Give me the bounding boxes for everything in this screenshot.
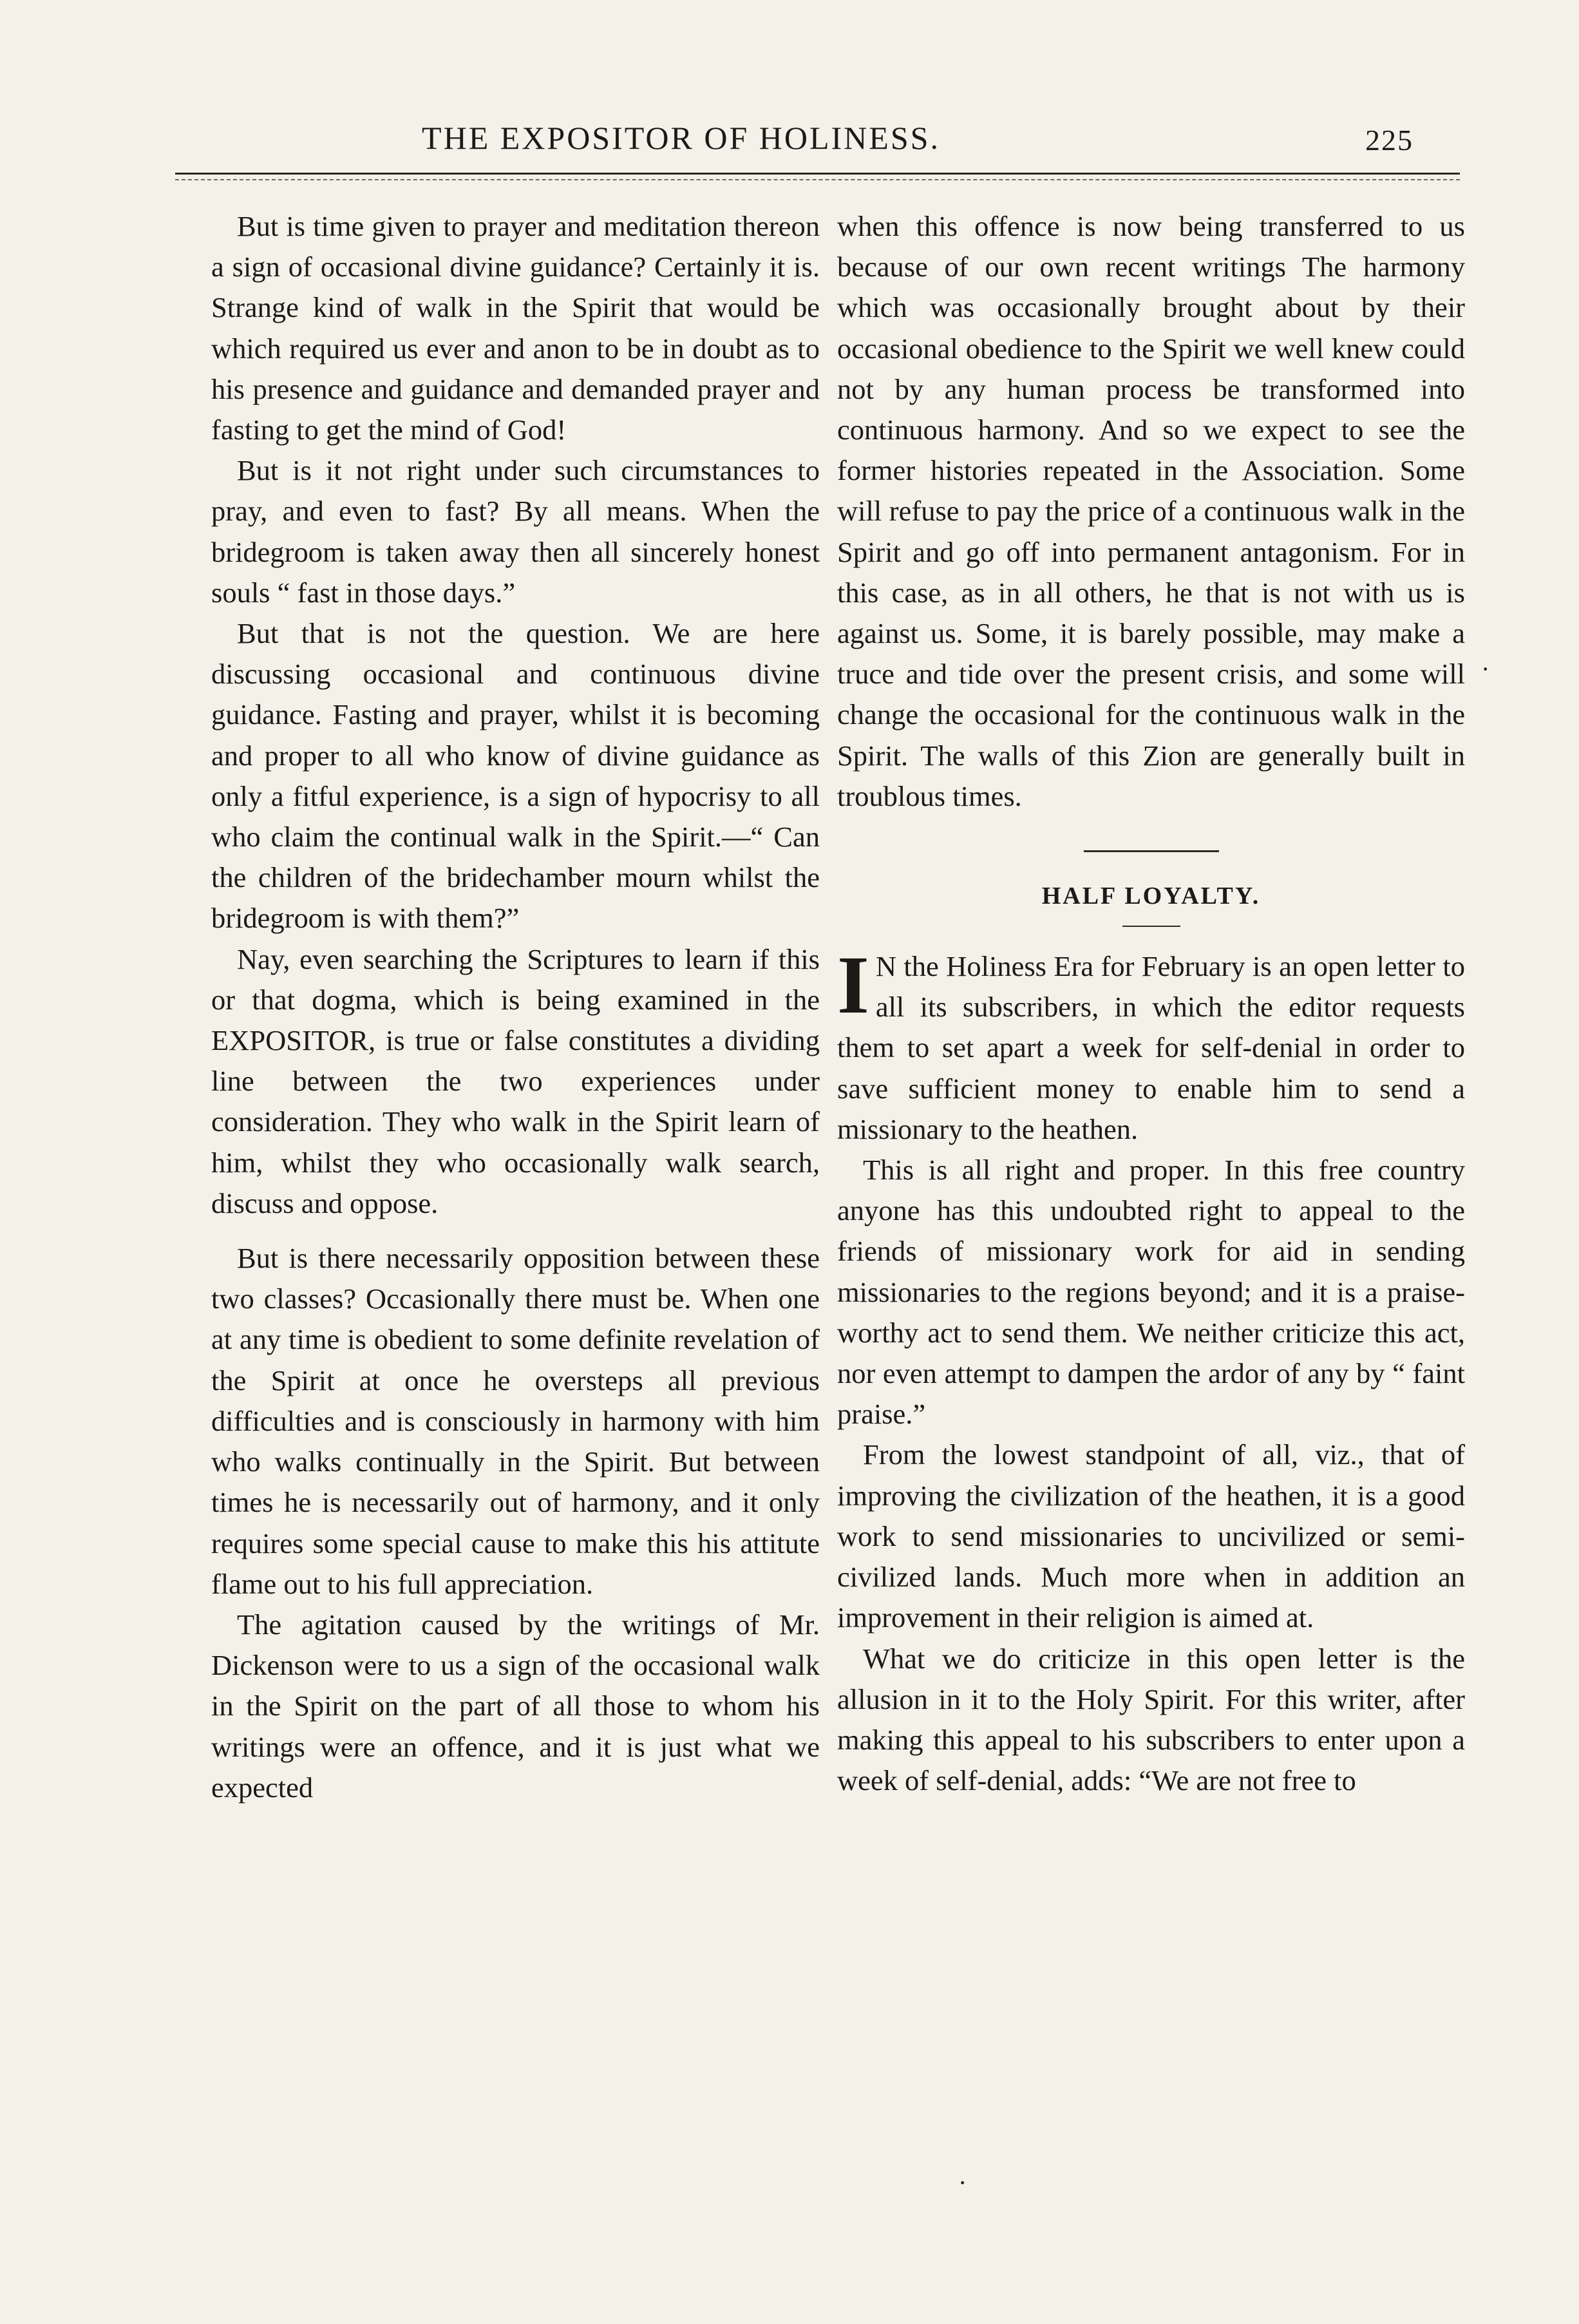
left-column — [211, 206, 820, 1808]
paragraph: But is it not right under such circumstances to pray, and even to fast? By all means. When the bridegroom is taken away then all sincerely honest souls “ fast in those days.” — [211, 454, 820, 609]
opening-text: N the Holiness Era for February is an open letter to all its subscribers, in which the editor requests them to set apart a week for self-denial in order to save sufficient money to enable him to send a missionary to the heathen. — [837, 950, 1465, 1145]
drop-cap: I — [837, 939, 869, 1031]
header-rule — [175, 173, 1460, 175]
paragraph: What we do criticize in this open letter is the allusion in it to the Holy Spirit. For this writer, after making this appeal to his subscribers to enter upon a week of self-denial, adds: “We are not free to — [837, 1642, 1465, 1797]
paragraph: This is all right and proper. In this free country anyone has this undoubted right to appeal to the friends of missionary work for aid in sending missionaries to the regions beyond; and it is a praise-worthy act to send them. We neither criticize this act, nor even attempt to dampen the ardor of any by “ faint praise.” — [837, 1154, 1465, 1431]
margin-speck: · — [958, 2168, 967, 2197]
paragraph: The agitation caused by the writings of Mr. Dickenson were to us a sign of the occasional walk in the Spirit on the part of all those to whom his writings were an offence, and it is just what we expected — [211, 1608, 820, 1804]
paragraph: But is there necessarily opposition between these two classes? Occasionally there must be. When one at any time is obedient to some definite revelation of the Spirit at once he oversteps all previous difficulties and is consciously in harmony with him who walks continually in the Spirit. But between times he is necessarily out of harmony, and it only requires some special cause to make this his attitute flame out to his full appreciation. — [211, 1242, 820, 1600]
paragraph-continued: when this offence is now being transferred to us because of our own recent writings The harmony which was occasionally brought about by their occasional obedience to the Spirit we well knew could not by any human process be transformed into continuous harmony. And so we expect to see the former histories repeated in the Association. Some will refuse to pay the price of a continuous walk in the Spirit and go off into permanent antagonism. For in this case, as in all others, he that is not with us is against us. Some, it is barely possible, may make a truce and tide over the present crisis, and some will change the occasional for the continuous walk in the Spirit. The walls of this Zion are generally built in troublous times. — [837, 210, 1465, 812]
paragraph: But is time given to prayer and meditation thereon a sign of occasional divine guidance? Certainly it is. Strange kind of walk in the Spirit that would be which required us ever and anon to be in doubt as to his presence and guidance and demanded prayer and fasting to get the mind of God! — [211, 210, 820, 446]
section-opening-paragraph — [837, 939, 1465, 1150]
paragraph: Nay, even searching the Scriptures to learn if this or that dogma, which is being examined in the EXPOSITOR, is true or false constitutes a dividing line between the two experiences under consideration. They who walk in the Spirit learn of him, whilst they who occasionally walk search, discuss and oppose. — [211, 942, 820, 1219]
paragraph: From the lowest standpoint of all, viz., that of improving the civilization of the heathen, it is a good work to send missionaries to uncivilized or semi-civilized lands. Much more when in addition an improvement in their religion is aimed at. — [837, 1438, 1465, 1634]
title-underline — [1122, 926, 1180, 927]
section-title: HALF LOYALTY. — [1041, 882, 1261, 910]
paragraph: But that is not the question. We are here discussing occasional and continuous divine guidance. Fasting and prayer, whilst it is becoming and proper to all who know of divine guidance as only a fitful experience, is a sign of hypocrisy to all who claim the continual walk in the Spirit.—“ Can the children of the bridechamber mourn whilst the bridegroom is with them?” — [211, 617, 820, 935]
section-separator — [1084, 850, 1219, 852]
page-header — [0, 113, 1579, 164]
header-rule-dashed — [175, 179, 1460, 180]
page-number: 225 — [1365, 124, 1414, 157]
running-title: THE EXPOSITOR OF HOLINESS. — [422, 120, 940, 156]
margin-speck: · — [1481, 654, 1490, 683]
right-column — [837, 206, 1465, 1801]
